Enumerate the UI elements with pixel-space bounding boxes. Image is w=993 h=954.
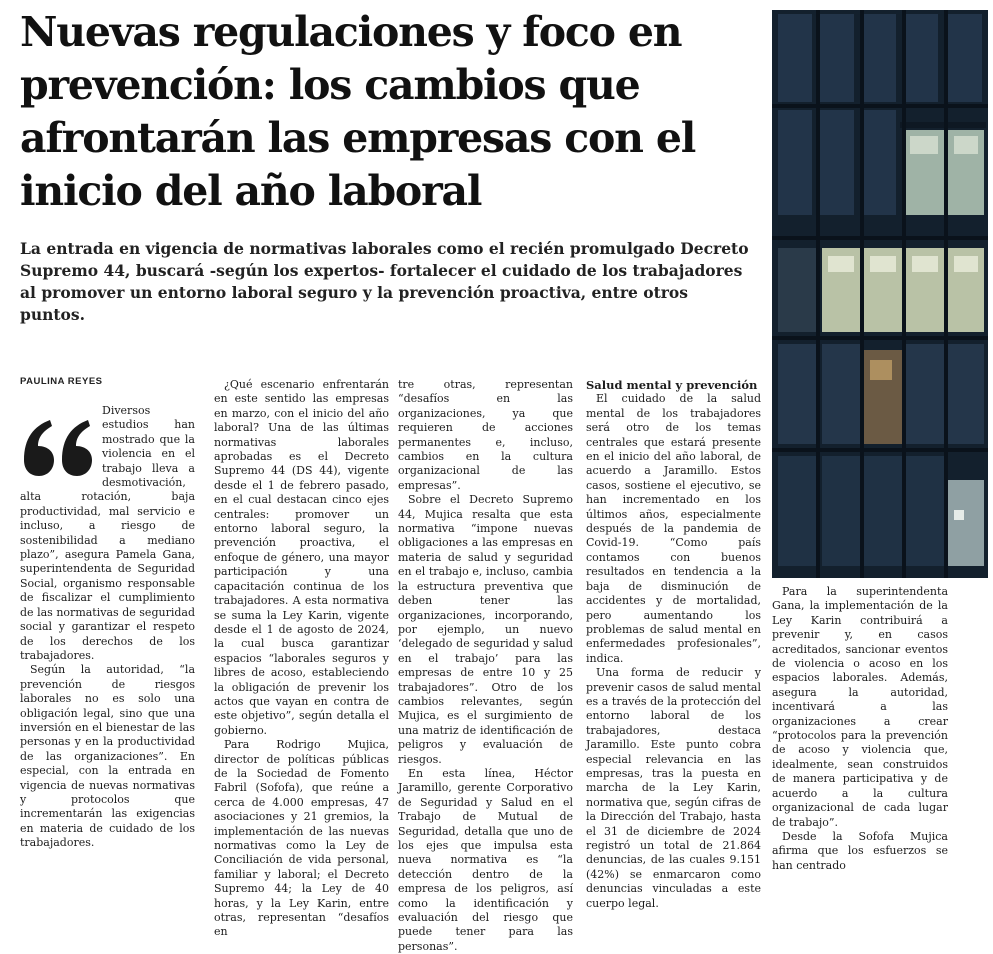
byline: PAULINA REYES xyxy=(20,376,103,387)
column-1 xyxy=(20,404,195,851)
paragraph: Una forma de reducir y prevenir casos de salud mental es a través de la protección del entorno laboral de los trabajadores, destaca Jaramillo. Este punto cobra especial relevancia en las empresas, tras la puesta en marcha de la Ley Karin, normativa que, según cifras de la Dirección del Trabajo, hasta el 31 de diciembre de 2024 registró un total de 21.864 denuncias, de las cuales 9.151 (42%) se enmarcaron como denuncias vinculadas a este cuerpo legal. xyxy=(586,666,761,910)
paragraph: Diversos estudios han mostrado que la violencia en el trabajo lleva a desmotivación, alta rotación, baja productividad, mal servicio e incluso, a riesgo de sostenibilidad a mediano plazo”, asegura Pamela Gana, superintendenta de Seguridad Social, organismo responsable de fiscalizar el cumplimiento de las normativas de seguridad social y garantizar el respeto de los derechos de los trabajadores. xyxy=(20,404,195,662)
column-4 xyxy=(586,378,761,911)
paragraph: El cuidado de la salud mental de los trabajadores será otro de los temas centrales que estará presente en el inicio del año laboral, de acuerdo a Jaramillo. Estos casos, sostiene el ejecutivo, se han incrementado en los últimos años, especialmente después de la pandemia de Covid-19. “Como país contamos con buenos resultados en tendencia a la baja de disminución de accidentes y de mortalidad, pero aumentando los problemas de salud mental en enfermedades profesionales”, indica. xyxy=(586,392,761,665)
column-5 xyxy=(772,585,948,873)
column-2 xyxy=(214,378,389,940)
headline: Nuevas regulaciones y foco en prevención: los cambios que afrontarán las empresas con el inicio del año laboral xyxy=(20,8,696,215)
building-photo xyxy=(772,10,988,578)
quote-mark-icon xyxy=(20,408,98,484)
column-3 xyxy=(398,378,573,954)
paragraph: Para la superintendenta Gana, la implementación de la Ley Karin contribuirá a prevenir y, en casos acreditados, sancionar eventos de violencia o acoso en los espacios laborales. Además, asegura la autoridad, incentivará a las organizaciones a crear “protocolos para la prevención de acoso y violencia que, idealmente, sean construidos de manera participativa y de acuerdo a la cultura organizacional de cada lugar de trabajo”. xyxy=(772,585,948,829)
paragraph: ¿Qué escenario enfrentarán en este sentido las empresas en marzo, con el inicio del año laboral? Una de las últimas normativas laborales aprobadas es el Decreto Supremo 44 (DS 44), vigente desde el 1 de febrero pasado, en el cual destacan cinco ejes centrales: promover un entorno laboral seguro, la prevención proactiva, el enfoque de género, una mayor participación y una capacitación continua de los trabajadores. A esta normativa se suma la Ley Karin, vigente desde el 1 de agosto de 2024, la cual busca garantizar espacios “laborales seguros y libres de acoso, estableciendo la obligación de prevenir los actos que vayan en contra de este objetivo”, según detalla el gobierno. xyxy=(214,378,389,737)
paragraph: Sobre el Decreto Supremo 44, Mujica resalta que esta normativa “impone nuevas obligaciones a las empresas en materia de salud y seguridad en el trabajo e, incluso, cambia la estructura preventiva que deben tener las organizaciones, incorporando, por ejemplo, un nuevo ‘delegado de seguridad y salud en el trabajo’ para las empresas de entre 10 y 25 trabajadores”. Otro de los cambios relevantes, según Mujica, es el surgimiento de una matriz de identificación de peligros y evaluación de riesgos. xyxy=(398,493,573,766)
paragraph: Según la autoridad, “la prevención de riesgos laborales no es solo una obligación legal, sino que una inversión en el bienestar de las personas y en la productividad de las organizaciones”. En especial, con la entrada en vigencia de nuevas normativas y protocolos que incrementarán las exigencias en materia de cuidado de los trabajadores. xyxy=(20,663,195,850)
paragraph: Desde la Sofofa Mujica afirma que los esfuerzos se han centrado xyxy=(772,829,948,872)
paragraph: En esta línea, Héctor Jaramillo, gerente Corporativo de Seguridad y Salud en el Trabajo de Mutual de Seguridad, detalla que uno de los ejes que impulsa esta nueva normativa es “la detección dentro de la empresa de los peligros, así como la identificación y evaluación del riesgo que puede tener para las personas”. xyxy=(398,766,573,953)
paragraph: Para Rodrigo Mujica, director de políticas públicas de la Sociedad de Fomento Fabril (Sofofa), que reúne a cerca de 4.000 empresas, 47 asociaciones y 21 gremios, la implementación de las nuevas normativas como la Ley de Conciliación de vida personal, familiar y laboral; el Decreto Supremo 44; la Ley de 40 horas, y la Ley Karin, entre otras, representan “desafíos en xyxy=(214,738,389,939)
subheading: Salud mental y prevención xyxy=(586,378,758,392)
paragraph: tre otras, representan “desafíos en las organizaciones, ya que requieren de acciones permanentes e, incluso, cambios en la cultura organizacional de las empresas”. xyxy=(398,378,573,492)
deck: La entrada en vigencia de normativas laborales como el recién promulgado Decreto Supremo 44, buscará -según los expertos- fortalecer el cuidado de los trabajadores al promover un entorno laboral seguro y la prevención proactiva, entre otros puntos. xyxy=(20,239,749,324)
